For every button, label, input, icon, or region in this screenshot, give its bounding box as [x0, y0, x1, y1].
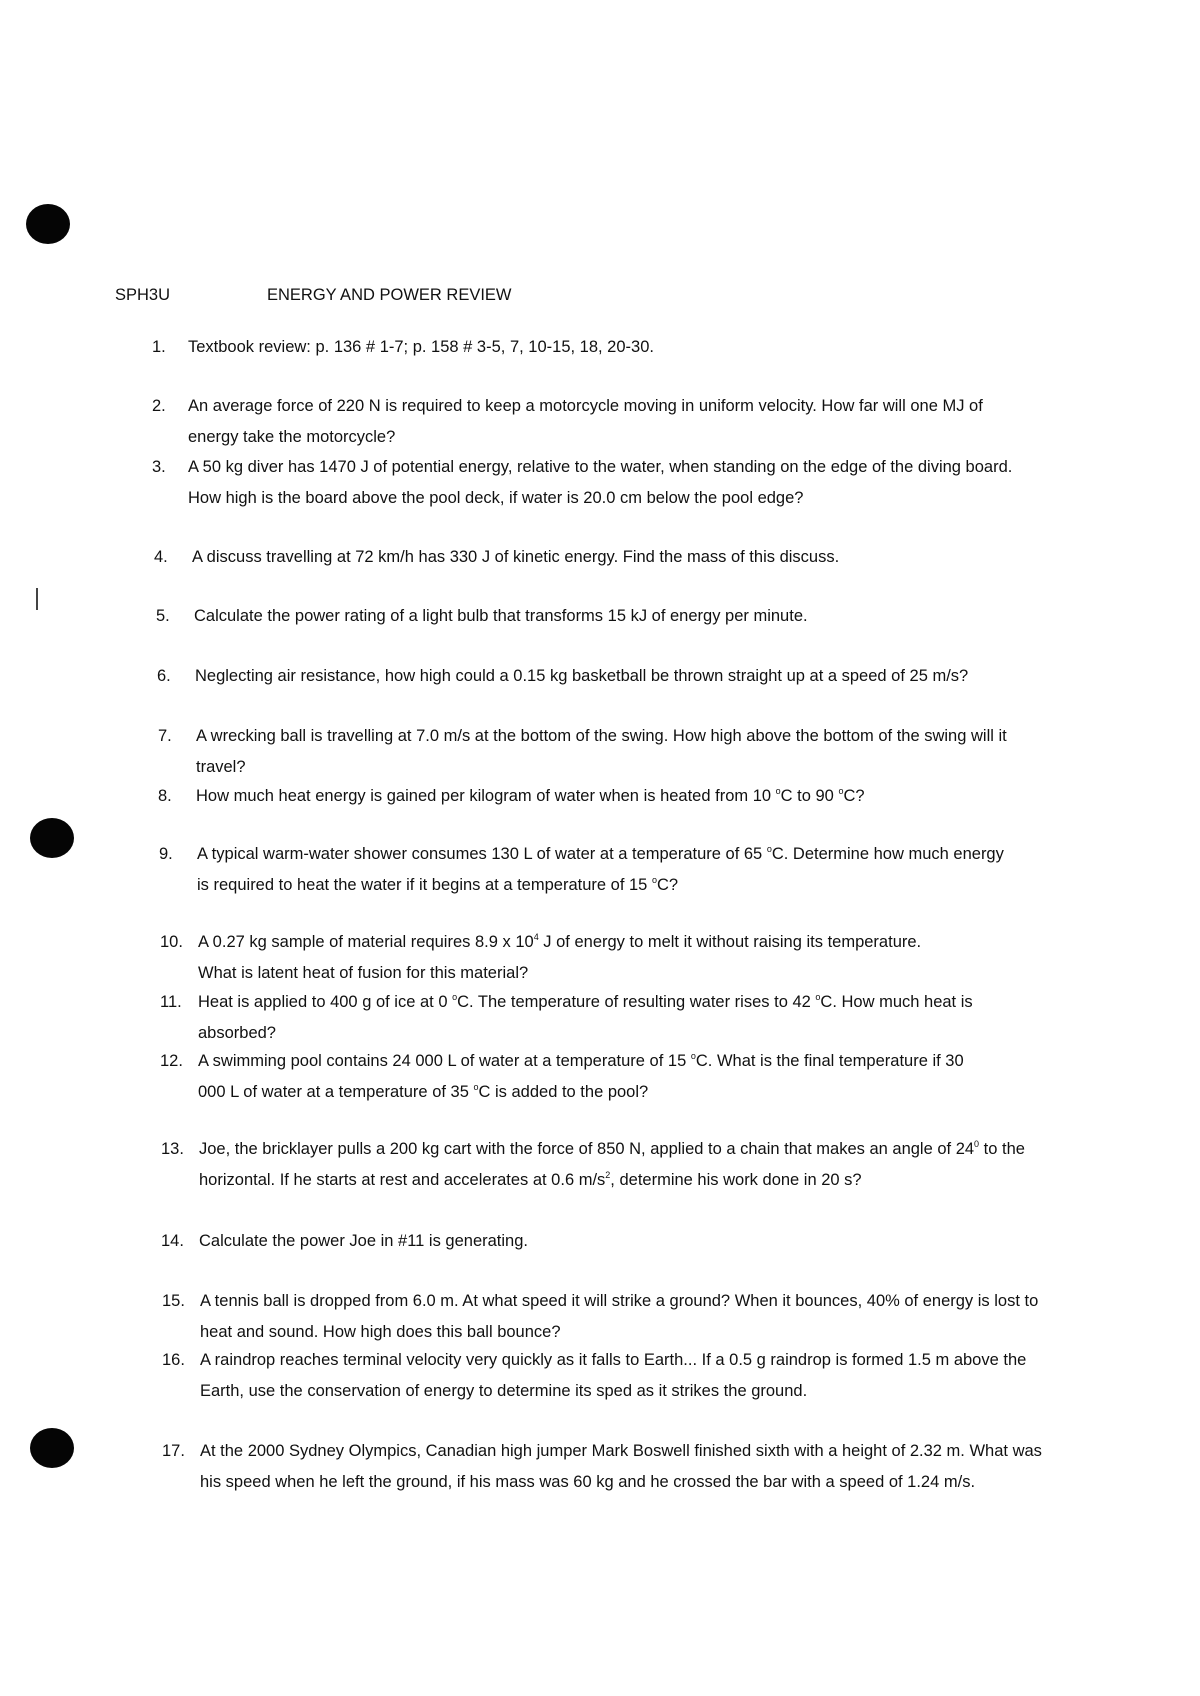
question-16	[162, 1345, 1042, 1406]
question-6	[157, 661, 1027, 692]
question-11	[160, 987, 1010, 1048]
question-text: Joe, the bricklayer pulls a 200 kg cart with the force of 850 N, applied to a chain that makes an angle of $24^0$ to the horizontal. If he starts at rest and accelerates at 0.6 $m/s^2$, determine his work done in 20 s?	[199, 1139, 1025, 1189]
question-number: 9.	[159, 845, 173, 863]
question-number: 4.	[154, 548, 168, 566]
punch-hole	[30, 818, 74, 858]
question-text: Calculate the power rating of a light bulb that transforms 15 kJ of energy per minute.	[194, 607, 808, 625]
punch-hole	[26, 204, 70, 244]
punch-hole	[30, 1428, 74, 1468]
question-number: 14.	[161, 1232, 184, 1250]
question-text: A typical warm-water shower consumes 130 L of water at a temperature of 65 $^o$C. Determine how much energy is required to heat the water if it begins at a temperature of 15 $^o$C?	[197, 844, 1004, 894]
question-text: A tennis ball is dropped from 6.0 m. At what speed it will strike a ground? When it bounces, 40% of energy is lost to heat and sound. How high does this ball bounce?	[200, 1292, 1039, 1341]
question-text: A 50 kg diver has 1470 J of potential energy, relative to the water, when standing on the edge of the diving board. How high is the board above the pool deck, if water is 20.0 cm below the pool edge?	[188, 458, 1013, 507]
question-number: 11.	[160, 993, 182, 1011]
question-text: A swimming pool contains 24 000 L of water at a temperature of 15 $^o$C. What is the final temperature if 30 000 L of water at a temperature of 35 $^o$C is added to the pool?	[198, 1051, 964, 1101]
question-number: 10.	[160, 933, 183, 951]
question-text: An average force of 220 N is required to keep a motorcycle moving in uniform velocity. How far will one MJ of energy take the motorcycle?	[188, 397, 983, 446]
question-text: Heat is applied to 400 g of ice at 0 $^o$C. The temperature of resulting water rises to 42 $^o$C. How much heat is absorbed?	[198, 992, 973, 1042]
scan-mark	[36, 588, 38, 610]
question-2	[152, 391, 1016, 452]
question-text: Neglecting air resistance, how high could a 0.15 kg basketball be thrown straight up at a speed of 25 m/s?	[195, 667, 969, 685]
question-12	[160, 1046, 990, 1107]
question-number: 1.	[152, 338, 166, 356]
question-number: 13.	[161, 1140, 184, 1158]
page-title: ENERGY AND POWER REVIEW	[267, 286, 512, 304]
question-10	[160, 927, 960, 988]
question-1	[152, 332, 1052, 363]
question-number: 8.	[158, 787, 172, 805]
question-number: 2.	[152, 397, 166, 415]
course-code: SPH3U	[115, 286, 171, 304]
question-number: 17.	[162, 1442, 185, 1460]
question-text: How much heat energy is gained per kilogram of water when is heated from 10 $^o$C to 90 $^o$C?	[196, 786, 865, 805]
question-number: 12.	[160, 1052, 183, 1070]
question-number: 5.	[156, 607, 170, 625]
question-text: At the 2000 Sydney Olympics, Canadian high jumper Mark Boswell finished sixth with a height of 2.32 m. What was his speed when he left the ground, if his mass was 60 kg and he crossed the bar with a speed of 1.24 m/s.	[200, 1442, 1042, 1491]
question-3	[152, 452, 1024, 513]
question-13	[161, 1134, 1041, 1195]
question-number: 6.	[157, 667, 171, 685]
question-text: Calculate the power Joe in #11 is generating.	[199, 1232, 528, 1250]
question-number: 3.	[152, 458, 166, 476]
question-8	[158, 781, 1058, 812]
question-text: A raindrop reaches terminal velocity very quickly as it falls to Earth... If a 0.5 g raindrop is formed 1.5 m above the Earth, use the conservation of energy to determine its sped as it strikes the ground.	[200, 1351, 1027, 1400]
question-number: 16.	[162, 1351, 185, 1369]
question-9	[159, 839, 1009, 900]
question-7	[158, 721, 1028, 782]
question-5	[156, 601, 1056, 632]
question-15	[162, 1286, 1042, 1347]
question-text: A discuss travelling at 72 km/h has 330 J of kinetic energy. Find the mass of this discuss.	[192, 548, 840, 566]
question-text: Textbook review: p. 136 # 1-7; p. 158 # 3-5, 7, 10-15, 18, 20-30.	[188, 338, 654, 356]
question-text: A wrecking ball is travelling at 7.0 m/s at the bottom of the swing. How high above the bottom of the swing will it travel?	[196, 727, 1007, 776]
question-text: A 0.27 kg sample of material requires 8.9 x $10^4$ J of energy to melt it without raising its temperature. What is latent heat of fusion for this material?	[198, 932, 922, 982]
question-number: 15.	[162, 1292, 185, 1310]
question-17	[162, 1436, 1042, 1497]
question-14	[161, 1226, 1041, 1257]
question-4	[154, 542, 1054, 573]
question-number: 7.	[158, 727, 172, 745]
